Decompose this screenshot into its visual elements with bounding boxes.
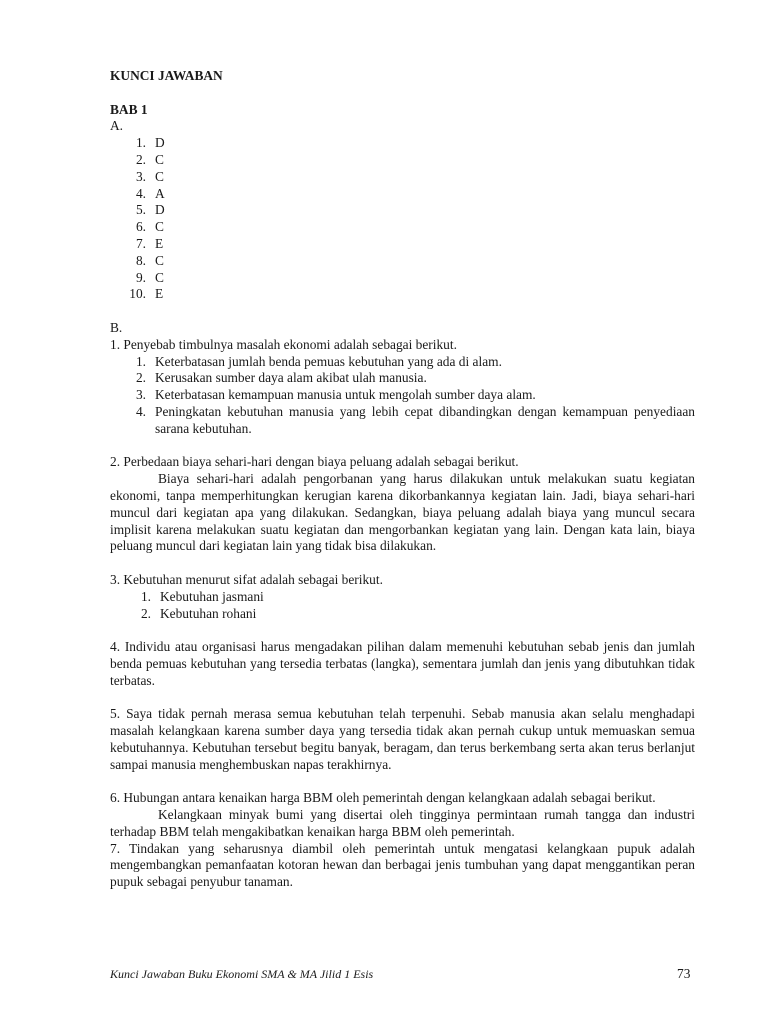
item-answer: D <box>155 202 165 218</box>
question-7-text: 7. Tindakan yang seharusnya diambil oleh pemerintah untuk mengatasi kelangkaan pupuk adalah mengembangkan pemanfaatan kotoran hewan dan berbagai jenis tumbuhan yang dapat menggantikan peran pupuk sebagai penyubur tanaman. <box>110 840 695 890</box>
item-number: 2. <box>135 370 146 386</box>
page-heading: KUNCI JAWABAN <box>110 68 223 83</box>
item-number: 3. <box>135 168 146 184</box>
list-item <box>110 286 695 303</box>
list-item <box>110 152 695 169</box>
question-6-text: 6. Hubungan antara kenaikan harga BBM oleh pemerintah dengan kelangkaan adalah sebagai berikut. <box>110 790 656 806</box>
question-2-text: 2. Perbedaan biaya sehari-hari dengan biaya peluang adalah sebagai berikut. <box>110 454 519 470</box>
list-item <box>110 135 695 152</box>
answer-key-page <box>110 68 695 891</box>
question-5-text: 5. Saya tidak pernah merasa semua kebutuhan telah terpenuhi. Sebab manusia akan selalu menghadapi masalah kelangkaan karena sumber daya yang tersedia tidak akan pernah cukup untuk memuaskan semua kebutuhannya. Kebutuhan tersebut begitu banyak, beragam, dan terus berkembang serta akan terus berlanjut sampai manusia menghembuskan napas terakhirnya. <box>110 706 695 772</box>
section-a-label: A. <box>110 118 124 134</box>
item-text: Kebutuhan rohani <box>160 605 257 621</box>
question-1-text: 1. Penyebab timbulnya masalah ekonomi adalah sebagai berikut. <box>110 336 457 352</box>
list-item <box>110 606 695 623</box>
item-number: 2. <box>140 605 151 621</box>
footer-book-title: Kunci Jawaban Buku Ekonomi SMA & MA Jilid 1 Esis <box>110 967 374 981</box>
item-answer: D <box>155 135 165 151</box>
item-number: 7. <box>135 235 146 251</box>
question-1-list <box>110 354 695 438</box>
item-number: 1. <box>135 135 146 151</box>
question-3-list <box>110 589 695 623</box>
chapter-heading: BAB 1 <box>110 101 148 117</box>
section-b-label: B. <box>110 319 123 335</box>
question-2-paragraph: Biaya sehari-hari adalah pengorbanan yang harus dilakukan untuk melakukan suatu kegiatan ekonomi, tanpa memperhitungkan kerugian karena dikorbankannya kegiatan lain. Jadi, biaya sehari-hari muncul dari kegiatan apa yang dilakukan. Sedangkan, biaya peluang adalah biaya yang muncul secara implisit karena melakukan suatu kegiatan dan mengorbankan kegiatan yang lain. Dengan kata lain, biaya peluang muncul dari kegiatan lain yang tidak bisa dilakukan. <box>110 471 695 554</box>
question-3-text: 3. Kebutuhan menurut sifat adalah sebagai berikut. <box>110 571 383 587</box>
question-4-text: 4. Individu atau organisasi harus mengadakan pilihan dalam memenuhi kebutuhan sebab jenis dan jumlah benda pemuas kebutuhan yang tersedia terbatas (langka), sementara jumlah dan jenis yang dibutuhkan tidak terbatas. <box>110 639 695 688</box>
item-number: 4. <box>135 403 146 419</box>
item-number: 6. <box>135 219 146 235</box>
list-item <box>110 404 695 438</box>
list-item <box>110 202 695 219</box>
item-answer: C <box>155 151 164 167</box>
spacer <box>110 622 695 639</box>
item-text: Keterbatasan jumlah benda pemuas kebutuhan yang ada di alam. <box>155 353 502 369</box>
page-number: 73 <box>677 966 691 981</box>
item-text: Kerusakan sumber daya alam akibat ulah manusia. <box>155 370 427 386</box>
item-number: 10. <box>129 286 146 302</box>
spacer <box>110 689 695 706</box>
item-text: Keterbatasan kemampuan manusia untuk mengolah sumber daya alam. <box>155 387 536 403</box>
list-item <box>110 236 695 253</box>
answers-a-list <box>110 135 695 303</box>
list-item <box>110 387 695 404</box>
spacer <box>110 555 695 572</box>
item-answer: C <box>155 168 164 184</box>
item-number: 1. <box>140 588 151 604</box>
list-item <box>110 270 695 287</box>
item-answer: C <box>155 269 164 285</box>
item-answer: C <box>155 252 164 268</box>
spacer <box>110 85 695 102</box>
item-number: 1. <box>135 353 146 369</box>
item-answer: A <box>155 185 165 201</box>
item-number: 9. <box>135 269 146 285</box>
item-text: Kebutuhan jasmani <box>160 588 264 604</box>
list-item <box>110 253 695 270</box>
item-text: Peningkatan kebutuhan manusia yang lebih cepat dibandingkan dengan kemampuan penyediaan sarana kebutuhan. <box>155 403 695 436</box>
item-number: 3. <box>135 387 146 403</box>
spacer <box>110 438 695 455</box>
item-number: 4. <box>135 185 146 201</box>
list-item <box>110 589 695 606</box>
item-number: 5. <box>135 202 146 218</box>
spacer <box>110 773 695 790</box>
list-item <box>110 370 695 387</box>
list-item <box>110 169 695 186</box>
question-6-paragraph: Kelangkaan minyak bumi yang disertai oleh tingginya permintaan rumah tangga dan industri terhadap BBM telah mengakibatkan kenaikan harga BBM oleh pemerintah. <box>110 807 695 839</box>
list-item <box>110 219 695 236</box>
item-number: 2. <box>135 151 146 167</box>
item-answer: C <box>155 219 164 235</box>
spacer <box>110 303 695 320</box>
item-number: 8. <box>135 252 146 268</box>
list-item <box>110 186 695 203</box>
item-answer: E <box>155 286 164 302</box>
item-answer: E <box>155 235 164 251</box>
list-item <box>110 354 695 371</box>
